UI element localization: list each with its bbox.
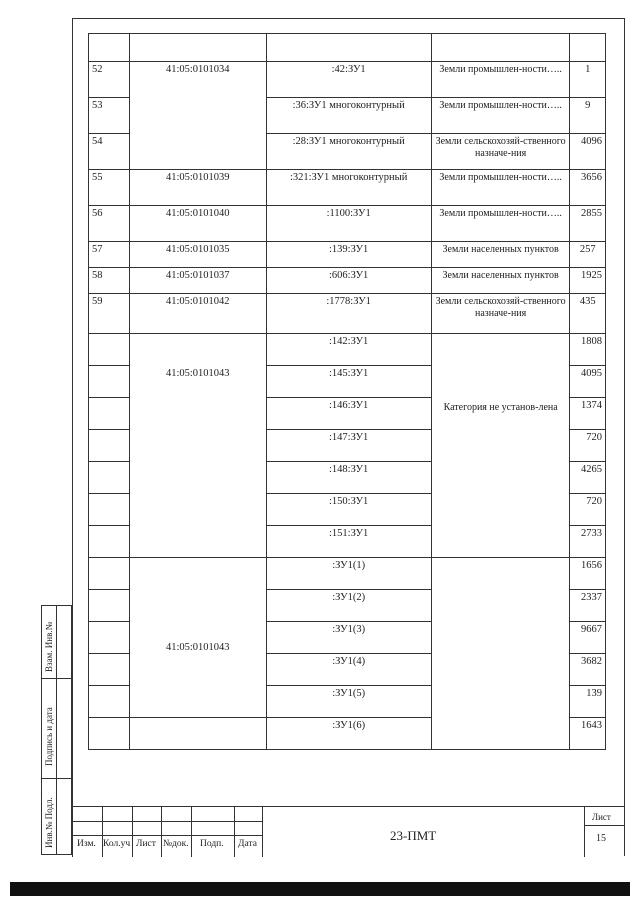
plot-designation: :ЗУ1(2) <box>266 590 431 622</box>
plot-designation: :36:ЗУ1 многоконтурный <box>266 98 431 134</box>
table-row <box>89 558 606 590</box>
table-row <box>89 170 606 206</box>
title-block <box>72 806 624 857</box>
plot-area: 1 <box>570 62 606 98</box>
cadastral-number: 41:05:0101035 <box>130 242 266 268</box>
title-block-list: Лист <box>136 839 156 849</box>
side-stamp-replacement-label: Взам. Инв.№ <box>44 621 54 672</box>
plot-designation: :1100:ЗУ1 <box>266 206 431 242</box>
cadastral-number <box>130 334 266 558</box>
table-row <box>89 62 606 98</box>
plot-designation: :151:ЗУ1 <box>266 526 431 558</box>
side-stamp-signature-label: Подпись и дата <box>44 707 54 766</box>
plot-area: 4095 <box>570 366 606 398</box>
plot-area: 4096 <box>570 134 606 170</box>
table-row <box>89 334 606 366</box>
land-category: Земли промышлен-ности….. <box>431 98 570 134</box>
plot-area: 9 <box>570 98 606 134</box>
scan-edge-bar <box>10 882 630 896</box>
land-category: Земли населенных пунктов <box>431 268 570 294</box>
row-number: 59 <box>89 294 130 334</box>
title-block-rule <box>102 807 103 857</box>
cadastral-number <box>130 558 266 718</box>
side-stamp <box>41 605 72 855</box>
land-category <box>431 334 570 558</box>
title-block-kol: Кол.уч <box>103 839 131 849</box>
document-code: 23-ПМТ <box>390 828 437 843</box>
plot-area: 2337 <box>570 590 606 622</box>
cadastral-number: 41:05:0101039 <box>130 170 266 206</box>
plot-designation: :142:ЗУ1 <box>266 334 431 366</box>
sheet-label: Лист <box>592 812 611 822</box>
plot-area: 139 <box>570 686 606 718</box>
group-category: Категория не установ-лена <box>443 402 558 413</box>
plot-designation: :139:ЗУ1 <box>266 242 431 268</box>
title-block-rule <box>584 825 624 826</box>
title-block-rule <box>161 807 162 857</box>
table-row <box>89 206 606 242</box>
title-block-podp: Подп. <box>200 839 224 849</box>
land-category: Земли сельскохозяй-ственного назначе-ния <box>431 134 570 170</box>
plot-designation: :1778:ЗУ1 <box>266 294 431 334</box>
plot-designation: :28:ЗУ1 многоконтурный <box>266 134 431 170</box>
title-block-rule <box>132 807 133 857</box>
row-number: 53 <box>89 98 130 134</box>
plot-area: 720 <box>570 494 606 526</box>
plot-area: 9667 <box>570 622 606 654</box>
land-category: Земли промышлен-ности….. <box>431 170 570 206</box>
cadastral-number: 41:05:0101040 <box>130 206 266 242</box>
plot-designation: :ЗУ1(1) <box>266 558 431 590</box>
table-header-blank-row <box>89 34 606 62</box>
group-cadastral-bottom: 41:05:0101043 <box>165 642 230 653</box>
title-block-izm: Изм. <box>77 839 96 849</box>
cadastral-number: 41:05:0101042 <box>130 294 266 334</box>
plot-area: 3682 <box>570 654 606 686</box>
land-category-empty <box>431 558 570 750</box>
plot-area: 1808 <box>570 334 606 366</box>
plot-designation: :ЗУ1(5) <box>266 686 431 718</box>
plot-area: 4265 <box>570 462 606 494</box>
plot-designation: :ЗУ1(3) <box>266 622 431 654</box>
plot-designation: :147:ЗУ1 <box>266 430 431 462</box>
row-number: 56 <box>89 206 130 242</box>
title-block-rule <box>72 807 73 857</box>
table-row <box>89 268 606 294</box>
land-category: Земли сельскохозяй-ственного назначе-ния <box>431 294 570 334</box>
title-block-rule <box>191 807 192 857</box>
title-block-ndok: №док. <box>163 839 189 849</box>
plot-area: 257 <box>570 242 606 268</box>
cadastral-number: 41:05:0101037 <box>130 268 266 294</box>
cadastral-number: 41:05:0101034 <box>130 62 266 170</box>
plot-area: 1374 <box>570 398 606 430</box>
land-category: Земли промышлен-ности….. <box>431 62 570 98</box>
plot-area: 720 <box>570 430 606 462</box>
frame-right-line <box>624 18 625 856</box>
plot-designation: :ЗУ1(6) <box>266 718 431 750</box>
row-number: 55 <box>89 170 130 206</box>
land-category: Земли промышлен-ности….. <box>431 206 570 242</box>
land-category: Земли населенных пунктов <box>431 242 570 268</box>
land-plots-table <box>88 33 606 750</box>
row-number: 52 <box>89 62 130 98</box>
plot-designation: :ЗУ1(4) <box>266 654 431 686</box>
row-number: 58 <box>89 268 130 294</box>
plot-designation: :606:ЗУ1 <box>266 268 431 294</box>
side-stamp-divider <box>42 778 71 779</box>
plot-area: 1656 <box>570 558 606 590</box>
plot-designation: :148:ЗУ1 <box>266 462 431 494</box>
row-number: 54 <box>89 134 130 170</box>
title-block-rule <box>262 807 263 857</box>
plot-designation: :42:ЗУ1 <box>266 62 431 98</box>
plot-area: 1925 <box>570 268 606 294</box>
plot-designation: :145:ЗУ1 <box>266 366 431 398</box>
plot-area: 2855 <box>570 206 606 242</box>
plot-designation: :321:ЗУ1 многоконтурный <box>266 170 431 206</box>
side-stamp-inventory-label: Инв.№ Подл. <box>44 797 54 848</box>
row-number: 57 <box>89 242 130 268</box>
plot-area: 3656 <box>570 170 606 206</box>
frame-left-line <box>72 18 73 856</box>
plot-designation: :150:ЗУ1 <box>266 494 431 526</box>
frame-top-line <box>72 18 624 19</box>
title-block-data: Дата <box>238 839 257 849</box>
plot-area: 1643 <box>570 718 606 750</box>
group-cadastral-top: 41:05:0101043 <box>165 368 230 379</box>
plot-designation: :146:ЗУ1 <box>266 398 431 430</box>
plot-area: 2733 <box>570 526 606 558</box>
title-block-rule <box>234 807 235 857</box>
title-block-rule <box>584 807 585 857</box>
side-stamp-divider <box>42 678 71 679</box>
table-row <box>89 242 606 268</box>
plot-area: 435 <box>570 294 606 334</box>
sheet-number: 15 <box>596 833 606 844</box>
table-row <box>89 294 606 334</box>
